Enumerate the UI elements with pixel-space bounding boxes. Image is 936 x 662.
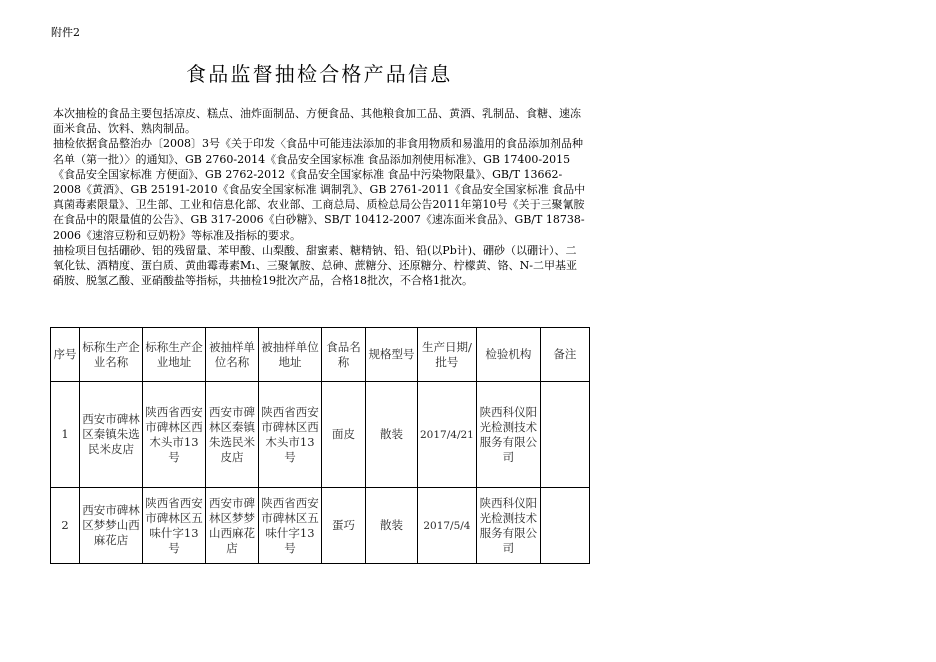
cell-company: 西安市碑林区秦镇朱选民米皮店 [80,382,143,488]
attachment-label: 附件2 [51,26,80,39]
cell-sampled-unit: 西安市碑林区梦梦山西麻花店 [206,488,259,564]
cell-lab: 陕西科仪阳光检测技术服务有限公司 [476,382,540,488]
header-lab: 检验机构 [476,328,540,382]
results-table [50,327,590,564]
cell-note [540,488,589,564]
cell-date: 2017/5/4 [418,488,477,564]
cell-sampled-unit: 西安市碑林区秦镇朱选民米皮店 [206,382,259,488]
intro-scope: 本次抽检的食品主要包括凉皮、糕点、油炸面制品、方便食品、其他粮食加工品、黄酒、乳制品、食糖、速冻面米食品、饮料、熟肉制品。 [53,107,581,136]
cell-food-name: 蛋巧 [322,488,366,564]
header-note: 备注 [540,328,589,382]
header-date: 生产日期/批号 [418,328,477,382]
header-seq: 序号 [51,328,80,382]
page-title: 食品监督抽检合格产品信息 [186,62,453,86]
intro-basis: 抽检依据食品整治办〔2008〕3号《关于印发〈食品中可能违法添加的非食用物质和易滥用的食品添加剂品种名单（第一批）〉的通知》、GB 2760-2014《食品安全国家标准 食品添加剂使用标准》、GB 17400-2015《食品安全国家标准 方便面》、GB 2762-2012《食品安全国家标准 食品中污染物限量》、GB/T 13662-2008《黄酒》、GB 25191-2010《食品安全国家标准 调制乳》、GB 2761-2011《食品安全国家标准 食品中真菌毒素限量》、卫生部、工业和信息化部、农业部、工商总局、质检总局公告2011年第10号《关于三聚氰胺在食品中的限量值的公告》、GB 317-2006《白砂糖》、SB/T 10412-2007《速冻面米食品》、GB/T 18738-2006《速溶豆粉和豆奶粉》等标准及指标的要求。 [53,137,586,242]
cell-company: 西安市碑林区梦梦山西麻花店 [80,488,143,564]
header-spec: 规格型号 [366,328,418,382]
cell-lab: 陕西科仪阳光检测技术服务有限公司 [476,488,540,564]
cell-note [540,382,589,488]
cell-spec: 散装 [366,488,418,564]
cell-seq: 2 [51,488,80,564]
intro-items: 抽检项目包括硼砂、铝的残留量、苯甲酸、山梨酸、甜蜜素、糖精钠、铅、铅(以Pb计)、硼砂（以硼计）、二氧化钛、酒精度、蛋白质、黄曲霉毒素M₁、三聚氰胺、总砷、蔗糖分、还原糖分、柠檬黄、铬、N-二甲基亚硝胺、脱氢乙酸、亚硝酸盐等指标，共抽检19批次产品，合格18批次，不合格1批次。 [53,243,578,288]
cell-sampled-address: 陕西省西安市碑林区西木头市13号 [259,382,322,488]
table-row [51,382,590,488]
header-sampled-unit: 被抽样单位名称 [206,328,259,382]
header-sampled-address: 被抽样单位地址 [259,328,322,382]
cell-company-address: 陕西省西安市碑林区西木头市13号 [143,382,206,488]
header-food-name: 食品名称 [322,328,366,382]
table-row [51,488,590,564]
cell-company-address: 陕西省西安市碑林区五味什字13号 [143,488,206,564]
cell-date: 2017/4/21 [418,382,477,488]
cell-food-name: 面皮 [322,382,366,488]
cell-seq: 1 [51,382,80,488]
cell-sampled-address: 陕西省西安市碑林区五味什字13号 [259,488,322,564]
header-company: 标称生产企业名称 [80,328,143,382]
cell-spec: 散装 [366,382,418,488]
header-company-address: 标称生产企业地址 [143,328,206,382]
table-header-row [51,328,590,382]
intro-text [53,106,587,288]
